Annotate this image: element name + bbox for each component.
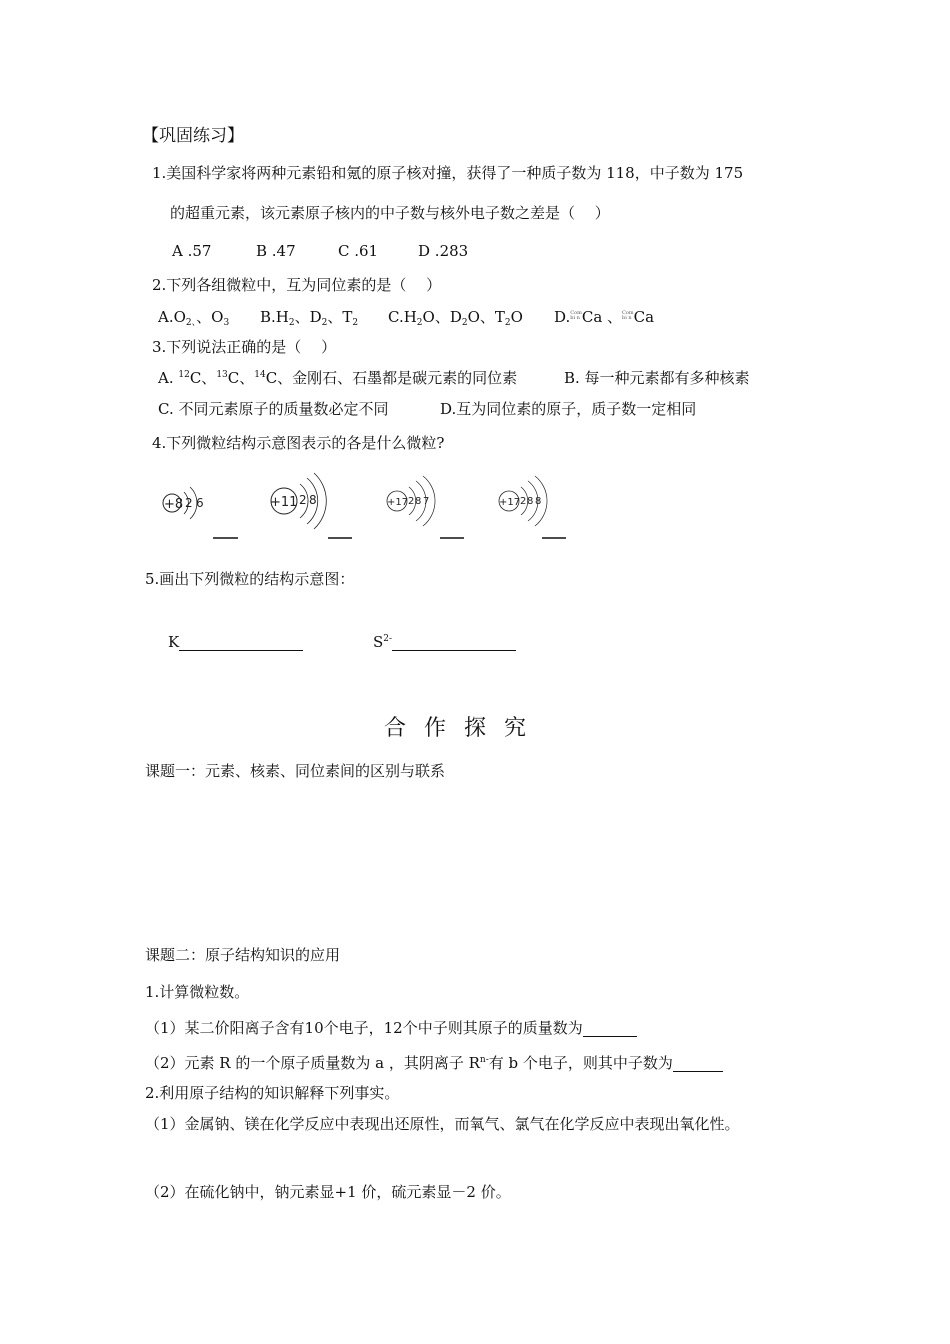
q2-option-b: $B.H_2$、$D_2$、$T_2$ [260, 308, 359, 328]
q3-option-d: D.互为同位素的原子，质子数一定相同 [440, 400, 697, 418]
q1-option-c: C .61 [338, 242, 379, 260]
q3-option-b: B. 每一种元素都有多种核素 [564, 369, 750, 387]
q3-option-c: C. 不同元素原子的质量数必定不同 [158, 400, 389, 418]
diagram-1-nucleus: +8 [164, 497, 184, 512]
topic-2-item-2: 2.利用原子结构的知识解释下列事实。 [145, 1084, 400, 1102]
diagram-4-shell-1: 2 [520, 496, 527, 507]
q4-stem: 4.下列微粒结构示意图表示的各是什么微粒? [152, 434, 445, 452]
q5-k-answer-line[interactable] [179, 635, 303, 651]
topic-2-question-2: （2）元素 R 的一个原子质量数为 a ，其阴离子 $R^{n-}$有 b 个电子，则其中子数为 [145, 1056, 723, 1072]
q1-line2: 的超重元素，该元素原子核内的中子数与核外电子数之差是（ ） [170, 204, 610, 222]
q1-option-b: B .47 [256, 242, 296, 260]
q1-line1: 1.美国科学家将两种元素铅和氪的原子核对撞，获得了一种质子数为 118，中子数为 175 [152, 164, 744, 182]
diagram-1-shell-2: 6 [196, 496, 204, 510]
diagram-2-shell-1: 2 [299, 493, 307, 507]
coop-heading: 合作探究 [384, 716, 545, 741]
q5-s-answer-line[interactable] [392, 635, 516, 651]
q5-s-field[interactable] [373, 635, 516, 651]
diagram-sodium [270, 473, 352, 538]
atomic-structure-diagrams [150, 470, 610, 550]
diagram-4-nucleus: +17 [499, 497, 521, 508]
topic-2-question-1: （1）某二价阳离子含有10个电子，12个中子则其原子的质量数为 [145, 1021, 637, 1037]
q2-option-c: $C.H_2O$、$D_2O$、$T_2O$ [388, 308, 523, 328]
topic-2-fact-1: （1）金属钠、镁在化学反应中表现出还原性，而氧气、氯气在化学反应中表现出氧化性。 [145, 1115, 740, 1133]
section-title: 【巩固练习】 [142, 126, 244, 146]
diagram-3-shell-2: 8 [415, 496, 422, 507]
q5-stem: 5.画出下列微粒的结构示意图： [145, 570, 355, 588]
diagram-3-shell-3: 7 [423, 496, 430, 507]
diagram-3-shell-1: 2 [408, 496, 415, 507]
q2-option-d: D.Com bi n Ca 、Com bi n Ca [554, 308, 655, 326]
diagram-chloride [499, 476, 566, 538]
q1-option-a: A .57 [172, 242, 212, 260]
diagram-4-shell-2: 8 [527, 496, 534, 507]
q2-option-a: $A.O_{2、}$、$O_3$ [158, 308, 230, 328]
diagram-oxygen [163, 487, 238, 538]
diagram-2-shell-2: 8 [309, 493, 317, 507]
diagram-1-shell-1: 2 [185, 496, 193, 510]
q5-k-label: K [168, 633, 180, 651]
topic-2-fact-2: （2）在硫化钠中，钠元素显+1 价，硫元素显－2 价。 [145, 1183, 511, 1201]
topic-2: 课题二：原子结构知识的应用 [145, 946, 341, 964]
q5-s-label: S [373, 633, 384, 651]
t2-q1-answer-line[interactable] [583, 1021, 637, 1037]
q5-k-field[interactable] [168, 635, 303, 651]
topic-1: 课题一：元素、核素、同位素间的区别与联系 [145, 762, 446, 780]
topic-2-item-1: 1.计算微粒数。 [145, 983, 250, 1001]
diagram-3-nucleus: +17 [387, 497, 409, 508]
q1-option-d: D .283 [418, 242, 469, 260]
t2-q2-answer-line[interactable] [673, 1056, 723, 1072]
q3-option-a: A. $^{12}$C、$^{13}$C、$^{14}$C、金刚石、石墨都是碳元素的同位素 [158, 369, 518, 387]
q5-s-charge: 2- [383, 634, 393, 644]
diagram-4-shell-3: 8 [535, 496, 542, 507]
diagram-2-nucleus: +11 [270, 495, 298, 510]
q2-stem: 2.下列各组微粒中，互为同位素的是（ ） [152, 276, 442, 294]
diagram-chlorine [387, 476, 464, 538]
q3-stem: 3.下列说法正确的是（ ） [152, 338, 337, 356]
